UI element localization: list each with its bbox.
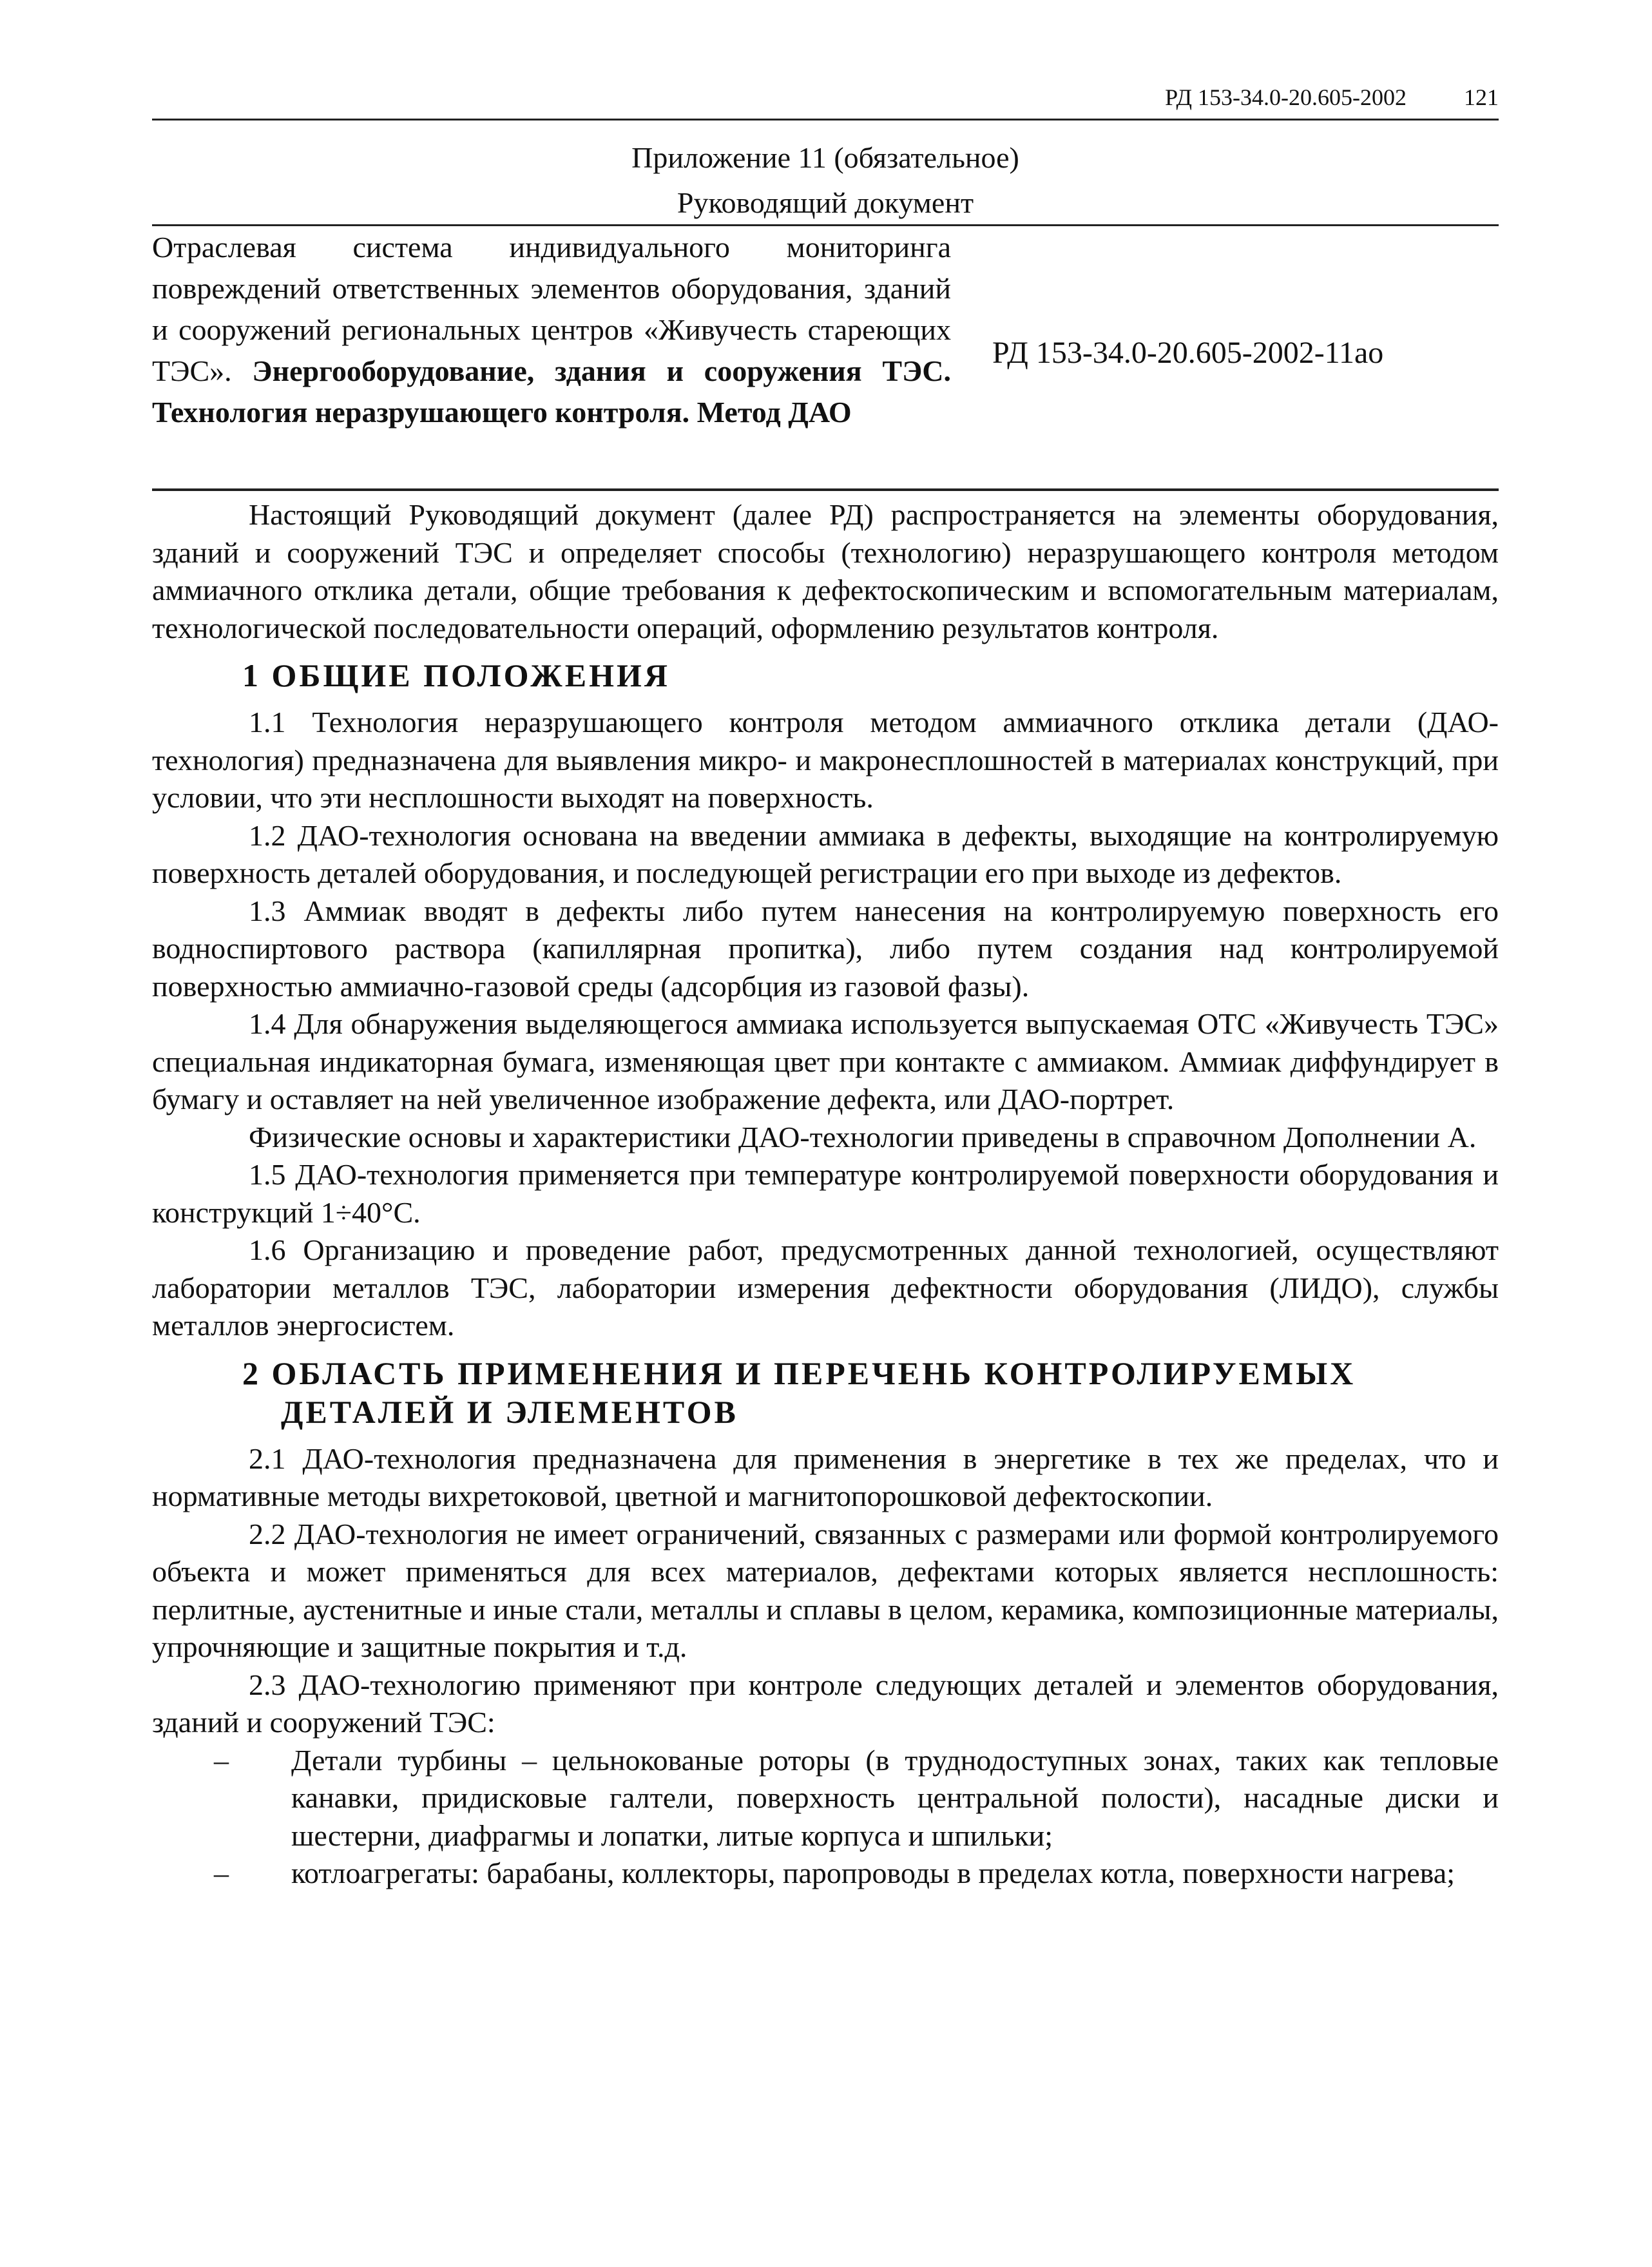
paragraph-1-5: 1.5 ДАО-технология применяется при температуре контролируемой поверхности оборудования и конструкций 1÷40°С. xyxy=(152,1158,1499,1229)
appendix-label: Приложение 11 (обязательное) xyxy=(631,141,1019,174)
main-content xyxy=(152,496,1499,1893)
title-block xyxy=(152,227,1499,485)
paragraph-1-2: 1.2 ДАО-технология основана на введении аммиака в дефекты, выходящие на контролируемую поверхность деталей оборудования, и последующей регистрации его при выходе из дефектов. xyxy=(152,818,1499,889)
list-item-text: Детали турбины – цельнокованые роторы (в труднодоступных зонах, таких как тепловые канавки, придисковые галтели, поверхность центральной полости), насадные диски и шестерни, диафрагмы и лопатки, литые корпуса и шпильки; xyxy=(291,1743,1499,1852)
title-bold-text: Энергооборудование, здания и сооружения ТЭС. Технология неразрушающего контроля. Метод ДАО xyxy=(152,354,952,429)
paragraph-1-3: 1.3 Аммиак вводят в дефекты либо путем нанесения на контролируемую поверхность его водноспиртового раствора (капиллярная пропитка), либо путем создания над контролируемой поверхностью аммиачно-газовой среды (адсорбция из газовой фазы). xyxy=(152,894,1499,1003)
paragraph-1-1: 1.1 Технология неразрушающего контроля методом аммиачного отклика детали (ДАО-технология) предназначена для выявления микро- и макронесплошностей в материалах конструкций, при условии, что эти несплошности выходят на поверхность. xyxy=(152,706,1499,814)
paragraph-1-4: 1.4 Для обнаружения выделяющегося аммиака используется выпускаемая ОТС «Живучесть ТЭС» специальная индикаторная бумага, изменяющая цвет при контакте с аммиаком. Аммиак диффундирует в бумагу и оставляет на ней увеличенное изображение дефекта, или ДАО-портрет. xyxy=(152,1007,1499,1115)
paragraph-2-1: 2.1 ДАО-технология предназначена для применения в энергетике в тех же пределах, что и нормативные методы вихретоковой, цветной и магнитопорошковой дефектоскопии. xyxy=(152,1442,1499,1512)
list-item xyxy=(152,1855,1499,1893)
paragraph-1-6: 1.6 Организацию и проведение работ, предусмотренных данной технологией, осуществляют лаборатории металлов ТЭС, лаборатории измерения дефектности оборудования (ЛИДО), службы металлов энергосистем. xyxy=(152,1233,1499,1342)
section-1-heading: 1 ОБЩИЕ ПОЛОЖЕНИЯ xyxy=(242,657,670,693)
paragraph-1-4-note: Физические основы и характеристики ДАО-технологии приведены в справочном Дополнении А. xyxy=(249,1120,1477,1153)
paragraph-2-2: 2.2 ДАО-технология не имеет ограничений, связанных с размерами или формой контролируемого объекта и может применяться для всех материалов, дефектами которых является несплошность: перлитные, аустенитные и иные стали, металлы и сплавы в целом, керамика, композиционные материалы, упрочняющие и защитные покрытия и т.д. xyxy=(152,1517,1499,1663)
paragraph-2-3: 2.3 ДАО-технологию применяют при контроле следующих деталей и элементов оборудования, зданий и сооружений ТЭС: xyxy=(152,1668,1499,1739)
header-rule xyxy=(152,119,1499,121)
title-bottom-rule xyxy=(152,488,1499,491)
title-doc-code: РД 153-34.0-20.605-2002-11ао xyxy=(992,336,1384,370)
section-2-heading xyxy=(152,1354,1499,1431)
title-text xyxy=(152,227,951,433)
title-normal-text: Отраслевая система индивидуального мониторинга повреждений ответственных элементов оборудования, зданий и сооружений региональных центров «Живучесть стареющих ТЭС». xyxy=(152,231,951,387)
list-dash: – xyxy=(214,1743,229,1777)
intro-paragraph: Настоящий Руководящий документ (далее РД) распространяется на элементы оборудования, зданий и сооружений ТЭС и определяет способы (технологию) неразрушающего контроля методом аммиачного отклика детали, общие требования к дефектоскопическим и вспомогательным материалам, технологической последовательности операций, оформлению результатов контроля. xyxy=(152,498,1499,644)
header-doc-code: РД 153-34.0-20.605-2002 xyxy=(1165,84,1407,110)
title-top-rule xyxy=(152,224,1499,226)
list-item xyxy=(152,1742,1499,1855)
list-dash: – xyxy=(214,1857,229,1889)
page-number: 121 xyxy=(1464,84,1499,110)
list-item-text: котлоагрегаты: барабаны, коллекторы, паропроводы в пределах котла, поверхности нагрева; xyxy=(291,1857,1455,1889)
section-2-heading-line-2: ДЕТАЛЕЙ И ЭЛЕМЕНТОВ xyxy=(281,1393,738,1430)
running-header xyxy=(152,84,1499,111)
controlled-parts-list xyxy=(152,1742,1499,1893)
document-type-label: Руководящий документ xyxy=(677,186,974,219)
section-2-heading-line-1: 2 ОБЛАСТЬ ПРИМЕНЕНИЯ И ПЕРЕЧЕНЬ КОНТРОЛИРУЕМЫХ xyxy=(242,1355,1356,1391)
